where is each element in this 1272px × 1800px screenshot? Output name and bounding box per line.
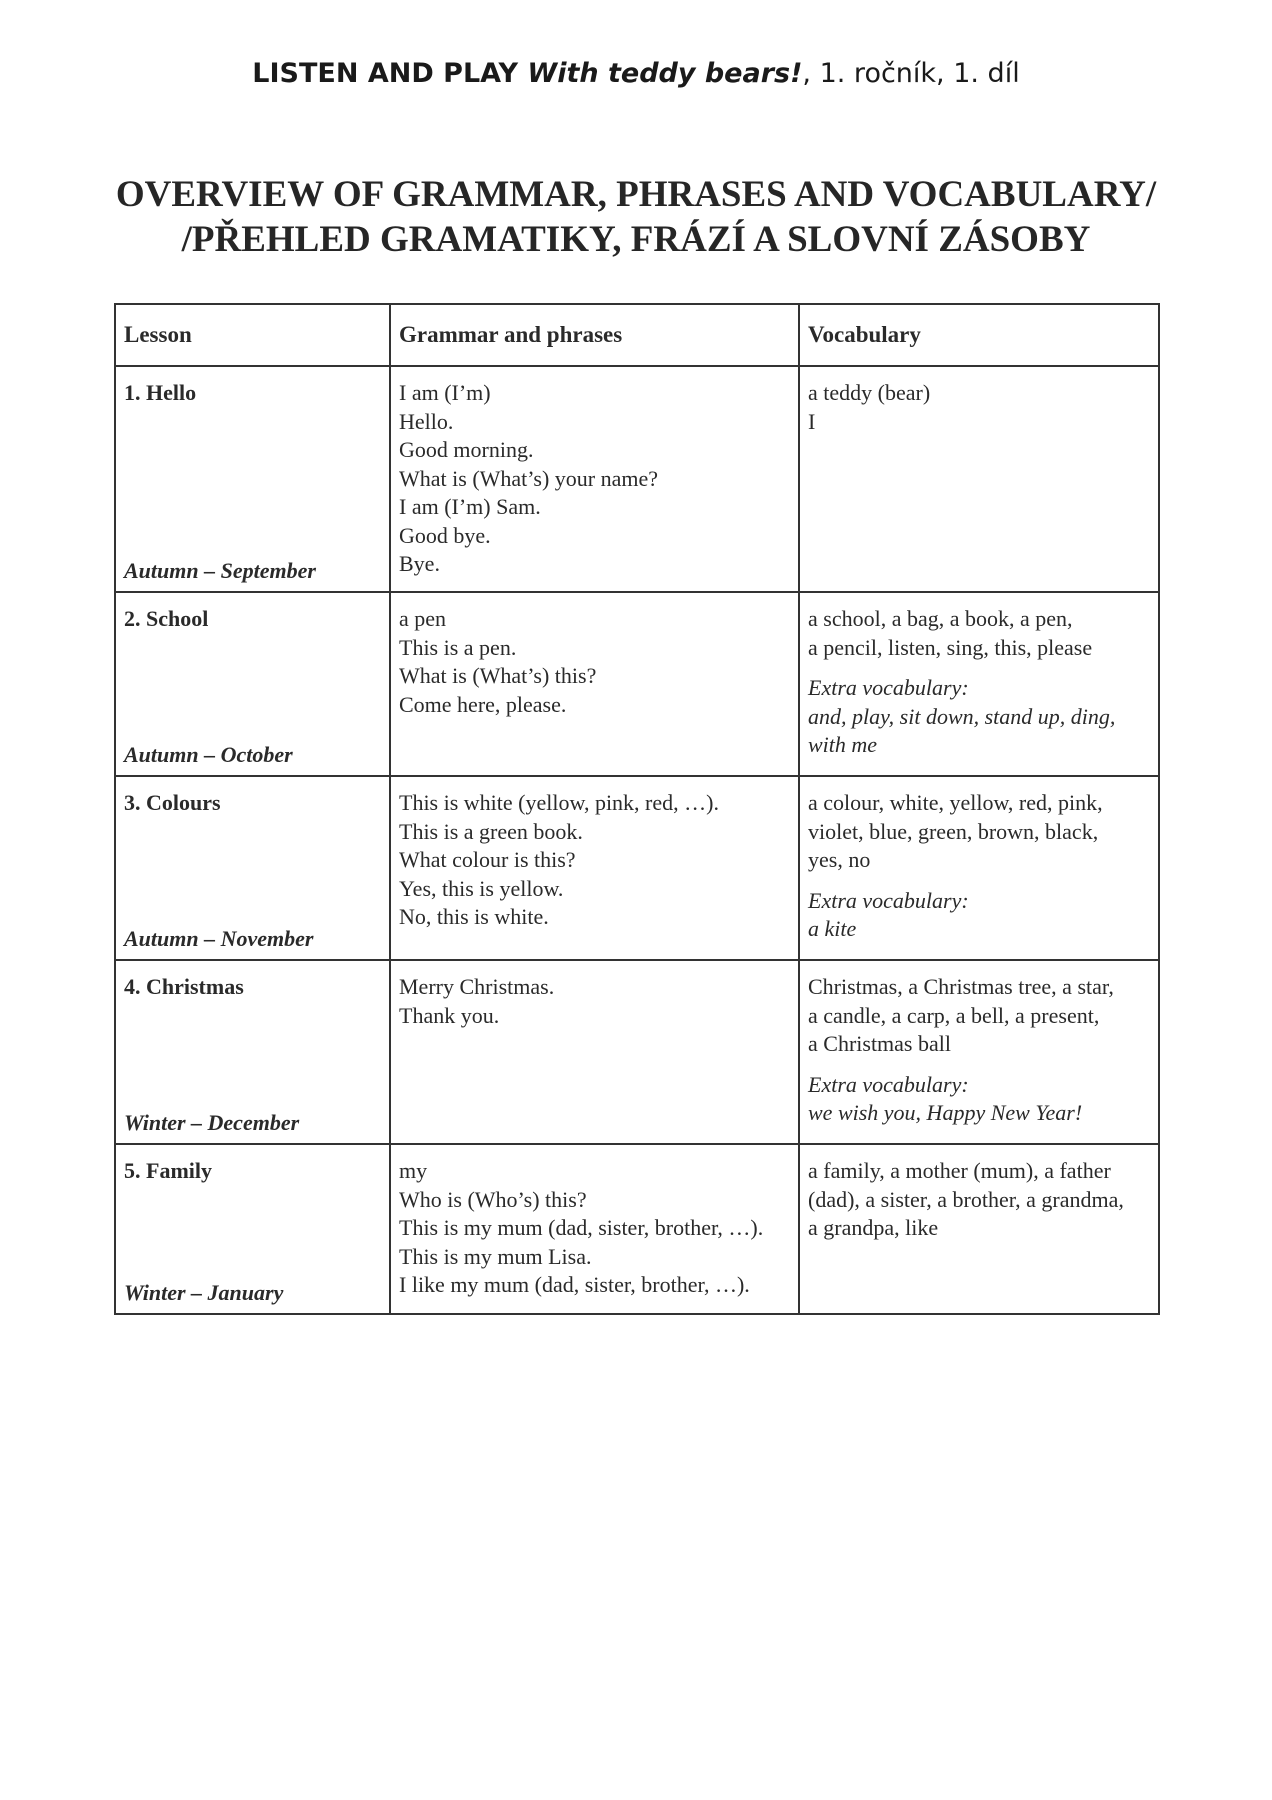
- vocabulary-item: a teddy (bear): [808, 380, 931, 405]
- vocabulary-item: a pencil, listen, sing, this, please: [808, 634, 1093, 660]
- phrase-list: [399, 961, 790, 1030]
- vocabulary-list: [808, 777, 1150, 944]
- grammar-phrases-cell: [390, 1144, 799, 1314]
- grammar-phrases-cell: [390, 776, 799, 960]
- phrase-item: Merry Christmas.: [399, 974, 555, 999]
- phrase-item: Hello.: [399, 408, 454, 434]
- grammar-phrases-cell: [390, 592, 799, 776]
- lesson-season: Winter – January: [124, 1279, 284, 1305]
- lesson-cell: [115, 366, 390, 592]
- phrase-item: This is my mum (dad, sister, brother, …).: [399, 1215, 764, 1240]
- phrase-item: Good bye.: [399, 522, 491, 548]
- table-row: [115, 1144, 1159, 1314]
- lesson-season: Autumn – October: [124, 741, 293, 767]
- extra-vocabulary-item: with me: [808, 732, 878, 757]
- lesson-season: Autumn – September: [124, 557, 316, 583]
- vocabulary-cell: [799, 1144, 1159, 1314]
- vocabulary-item: Christmas, a Christmas tree, a star,: [808, 974, 1114, 999]
- extra-vocabulary-item: and, play, sit down, stand up, ding,: [808, 703, 1116, 729]
- document-title: [0, 172, 1272, 262]
- vocabulary-list: [808, 367, 1150, 436]
- extra-vocabulary-label: Extra vocabulary:: [808, 887, 969, 913]
- phrase-item: No, this is white.: [399, 904, 549, 929]
- extra-vocabulary: [808, 1071, 1150, 1128]
- overview-table: [114, 303, 1160, 1315]
- lesson-season: Autumn – November: [124, 925, 314, 951]
- vocabulary-cell: [799, 592, 1159, 776]
- phrase-item: a pen: [399, 606, 447, 631]
- phrase-item: This is a pen.: [399, 634, 517, 660]
- lesson-cell: [115, 592, 390, 776]
- lesson-cell: [115, 776, 390, 960]
- phrase-item: my: [399, 1158, 428, 1183]
- vocabulary-item: I: [808, 408, 816, 434]
- title-line-2: /PŘEHLED GRAMATIKY, FRÁZÍ A SLOVNÍ ZÁSOBY: [181, 219, 1091, 260]
- vocabulary-item: a school, a bag, a book, a pen,: [808, 606, 1073, 631]
- phrase-item: This is white (yellow, pink, red, …).: [399, 790, 719, 815]
- table-row: [115, 776, 1159, 960]
- header-lesson: Lesson: [115, 304, 390, 366]
- lesson-name: 3. Colours: [124, 790, 221, 815]
- extra-vocabulary-item: a kite: [808, 916, 857, 941]
- phrase-item: Thank you.: [399, 1002, 500, 1028]
- phrase-item: This is a green book.: [399, 818, 583, 844]
- phrase-item: Yes, this is yellow.: [399, 875, 564, 901]
- extra-vocabulary-label: Extra vocabulary:: [808, 1071, 969, 1097]
- phrase-item: I am (I’m) Sam.: [399, 494, 541, 519]
- phrase-item: I like my mum (dad, sister, brother, …).: [399, 1272, 750, 1297]
- page-header: [0, 58, 1272, 89]
- vocabulary-item: yes, no: [808, 847, 871, 872]
- phrase-item: Bye.: [399, 551, 440, 576]
- table-row: [115, 592, 1159, 776]
- lesson-name: 4. Christmas: [124, 974, 244, 999]
- phrase-item: Good morning.: [399, 437, 534, 462]
- vocabulary-list: [808, 961, 1150, 1128]
- grammar-phrases-cell: [390, 960, 799, 1144]
- vocabulary-item: violet, blue, green, brown, black,: [808, 818, 1099, 844]
- table-row: [115, 960, 1159, 1144]
- vocabulary-item: a grandpa, like: [808, 1215, 939, 1240]
- vocabulary-list: [808, 1145, 1150, 1243]
- phrase-item: This is my mum Lisa.: [399, 1243, 592, 1269]
- lesson-name: 2. School: [124, 606, 209, 631]
- vocabulary-item: a Christmas ball: [808, 1031, 951, 1056]
- header-grammar-phrases: Grammar and phrases: [390, 304, 799, 366]
- header-series-title: LISTEN AND PLAY: [252, 58, 528, 89]
- vocabulary-item: (dad), a sister, a brother, a grandma,: [808, 1186, 1124, 1212]
- header-vocabulary: Vocabulary: [799, 304, 1159, 366]
- table-row: [115, 366, 1159, 592]
- vocabulary-cell: [799, 366, 1159, 592]
- phrase-list: [399, 777, 790, 932]
- extra-vocabulary: [808, 674, 1150, 760]
- vocabulary-list: [808, 593, 1150, 760]
- extra-vocabulary-item: we wish you, Happy New Year!: [808, 1100, 1083, 1125]
- phrase-item: I am (I’m): [399, 380, 491, 405]
- phrase-item: Come here, please.: [399, 691, 567, 717]
- title-line-1: OVERVIEW OF GRAMMAR, PHRASES AND VOCABULARY/: [115, 174, 1157, 215]
- vocabulary-item: a candle, a carp, a bell, a present,: [808, 1002, 1100, 1028]
- lesson-name: 5. Family: [124, 1158, 212, 1183]
- table-header-row: [115, 304, 1159, 366]
- vocabulary-cell: [799, 960, 1159, 1144]
- vocabulary-item: a family, a mother (mum), a father: [808, 1158, 1111, 1183]
- vocabulary-item: a colour, white, yellow, red, pink,: [808, 790, 1103, 815]
- extra-vocabulary-label: Extra vocabulary:: [808, 675, 969, 700]
- header-grade-volume: , 1. ročník, 1. díl: [802, 58, 1020, 89]
- phrase-item: What is (What’s) this?: [399, 663, 597, 688]
- phrase-item: Who is (Who’s) this?: [399, 1186, 587, 1212]
- lesson-cell: [115, 960, 390, 1144]
- phrase-list: [399, 1145, 790, 1300]
- vocabulary-cell: [799, 776, 1159, 960]
- phrase-item: What colour is this?: [399, 847, 576, 872]
- lesson-cell: [115, 1144, 390, 1314]
- phrase-list: [399, 367, 790, 579]
- phrase-list: [399, 593, 790, 719]
- lesson-season: Winter – December: [124, 1109, 300, 1135]
- header-book-title: With teddy bears!: [527, 58, 803, 89]
- phrase-item: What is (What’s) your name?: [399, 465, 659, 491]
- grammar-phrases-cell: [390, 366, 799, 592]
- lesson-name: 1. Hello: [124, 380, 197, 405]
- extra-vocabulary: [808, 887, 1150, 944]
